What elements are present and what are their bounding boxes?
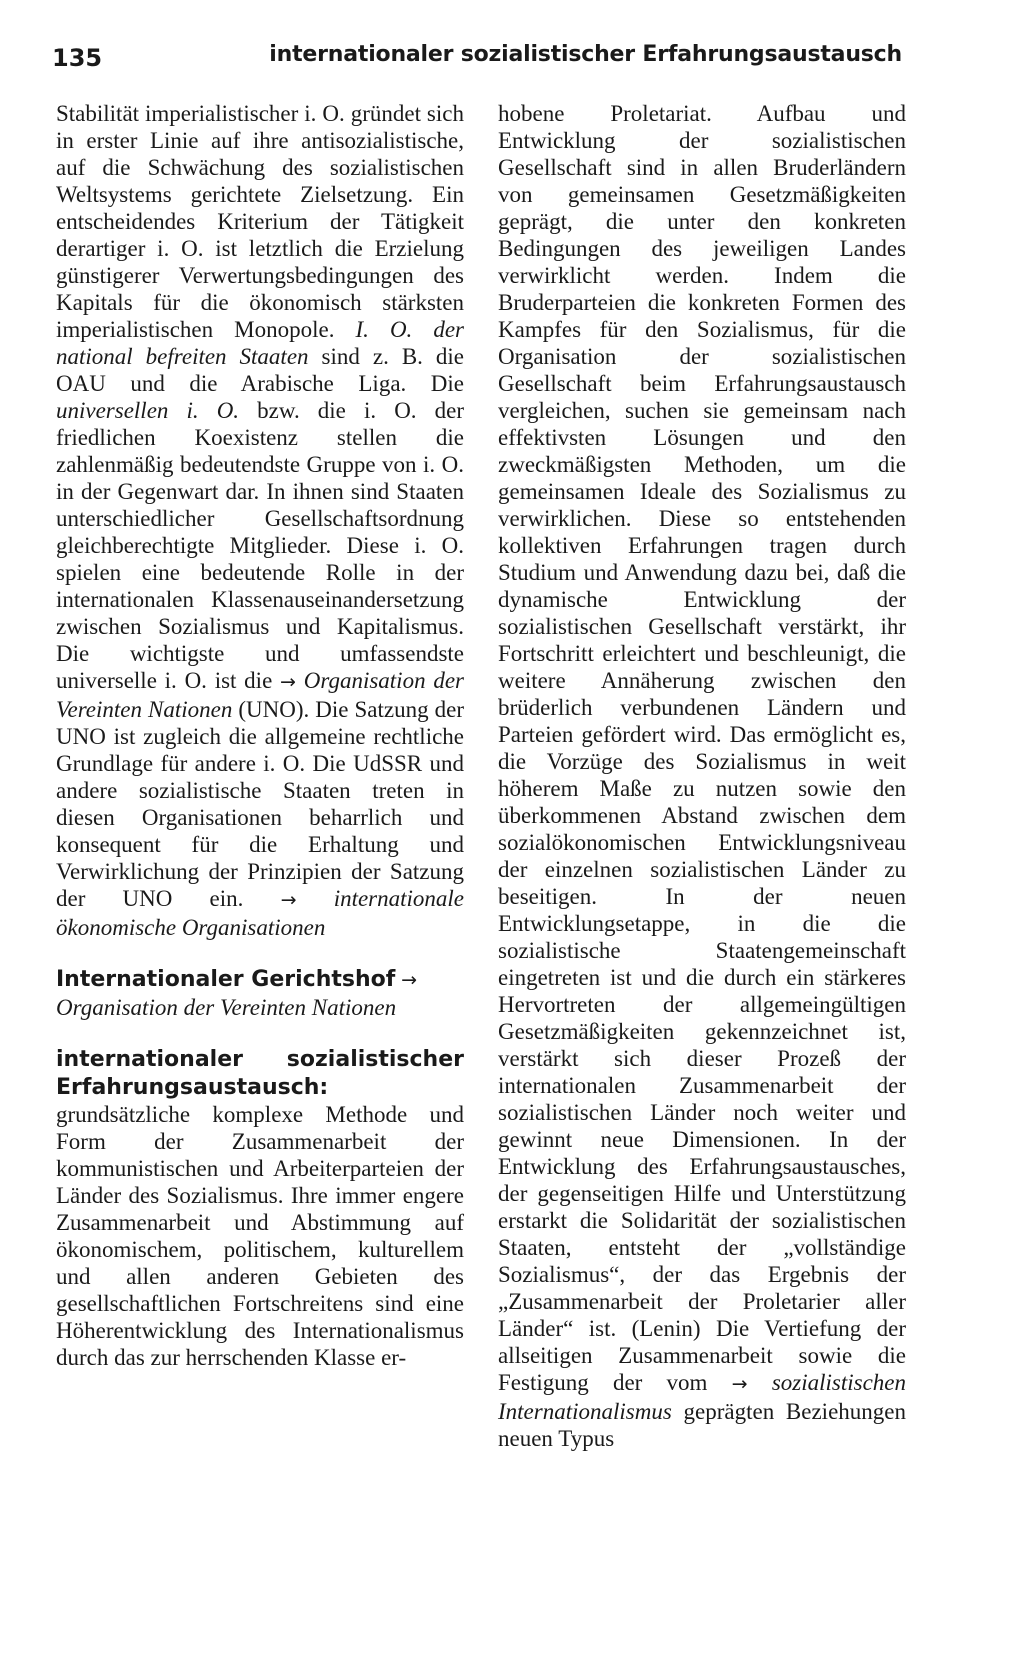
cross-reference-arrow-icon: → [731, 1373, 748, 1395]
cross-reference-arrow-icon: → [280, 671, 296, 693]
text-segment: hobene Proletariat. Aufbau und Entwicklung der sozialistischen Gesellschaft sind in allen Bruderländern von gemeinsamen Gesetzmäßigkeiten geprägt, die unter den konkreten Bedingungen des jeweiligen Landes verwirklicht werden. Indem die Bruderparteien die konkreten Formen des Kampfes für den Sozialismus, für die Organisation der sozialistischen Gesellschaft beim Erfahrungsaustausch vergleichen, suchen sie gemeinsam nach effektivsten Lösungen und den zweckmäßigsten Methoden, um die gemeinsamen Ideale des Sozialismus zu verwirklichen. Diese so entstehenden kollektiven Erfahrungen tragen durch Studium und Anwendung dazu bei, daß die dynamische Entwicklung der sozialistischen Gesellschaft verstärkt, ihr Fortschritt erleichtert und beschleunigt, die weitere Annäherung zwischen den brüderlich verbundenen Ländern und Parteien gefördert wird. Das ermöglicht es, die Vorzüge des Sozialismus in weit höherem Maße zu nutzen sowie den überkommenen Abstand zwischen dem sozialökonomischen Entwicklungsniveau der einzelnen sozialistischen Länder zu beseitigen. In der neuen Entwicklungsetappe, in die die sozialistische Staatengemeinschaft eingetreten ist und die durch ein stärkeres Hervortreten der allgemeingültigen Gesetzmäßigkeiten gekennzeichnet ist, verstärkt sich dieser Prozeß der internationalen Zusammenarbeit der sozialistischen Länder noch weiter und gewinnt neue Dimensionen. In der Entwicklung des Erfahrungsaustausches, der gegenseitigen Hilfe und Unterstützung erstarkt die Solidarität der sozialistischen Staaten, entsteht der „vollständige Sozialismus“, der das Ergebnis der „Zusammenarbeit der Proletarier aller Länder“ ist. (Lenin) Die Vertiefung der allseitigen Zusammenarbeit sowie die Festigung der vom [498, 101, 906, 1395]
text-segment: geprägten Beziehungen neuen Typus [498, 1399, 906, 1451]
text-segment: sind z. B. die OAU und die Arabische Liga. Die [56, 344, 464, 396]
text-segment: (UNO). Die Satzung der UNO ist zugleich die allgemeine rechtliche Grundlage für andere i. O. Die UdSSR und andere sozialistische Staaten treten in diesen Organisationen beharrlich und konsequent für die Erhaltung und Verwirklichung der Prinzipien der Satzung der UNO ein. [56, 697, 464, 911]
cross-reference-arrow-icon: → [280, 889, 297, 911]
left-column [56, 100, 464, 1371]
italic-term: I. O. der national befreiten Staaten [56, 317, 464, 369]
cross-reference-link[interactable]: sozialistischen Internationalismus [498, 1370, 906, 1424]
text-segment: bzw. die i. O. der friedlichen Koexistenz stellen die zahlenmäßig bedeutendste Gruppe von i. O. in der Gegenwart dar. In ihnen sind Staaten unterschiedlicher Gesellschaftsordnung gleichberechtigte Mitglieder. Diese i. O. spielen eine bedeutende Rolle in der internationalen Klassenauseinandersetzung zwischen Sozialismus und Kapitalismus. Die wichtigste und umfassendste universelle i. O. ist die [56, 398, 464, 693]
entry-erfahrungsaustausch [56, 1045, 464, 1371]
text-segment: Stabilität imperialistischer i. O. gründet sich in erster Linie auf ihre antisozialistische, auf die Schwächung des sozialistischen Weltsystems gerichtete Zielsetzung. Ein entscheidendes Kriterium der Tätigkeit derartiger i. O. ist letztlich die Erzielung günstigerer Verwertungsbedingungen des Kapitals für die ökonomisch stärksten imperialistischen Monopole. [56, 101, 464, 342]
entry-continuation [498, 100, 906, 1452]
italic-term: universellen i. O. [56, 398, 240, 423]
cross-reference-link[interactable]: Organisation der Vereinten Nationen [56, 668, 464, 722]
entry-headword: Internationaler Gerichtshof [56, 967, 396, 992]
entry-headword: internationaler sozialistischer Erfahrungsaustausch: [56, 1047, 464, 1100]
right-column [498, 100, 906, 1452]
running-title: internationaler sozialistischer Erfahrungsaustausch [269, 42, 902, 67]
continued-entry-text [56, 100, 464, 941]
cross-reference-link[interactable]: internationale ökonomische Organisationen [56, 886, 465, 940]
cross-reference-link[interactable]: Organisation der Vereinten Nationen [56, 995, 397, 1020]
entry-definition: grundsätzliche komplexe Methode und Form der Zusammenarbeit der kommunistischen und Arbeiterparteien der Länder des Sozialismus. Ihre immer engere Zusammenarbeit und Abstimmung auf ökonomischem, politischem, kulturellem und allen anderen Gebieten des gesellschaftlichen Fortschreitens sind eine Höherentwicklung des Internationalismus durch das zur herrschenden Klasse er- [56, 1102, 464, 1370]
page-number: 135 [52, 44, 103, 72]
cross-reference-arrow-icon: → [401, 969, 417, 991]
entry-internationaler-gerichtshof [56, 965, 464, 1021]
